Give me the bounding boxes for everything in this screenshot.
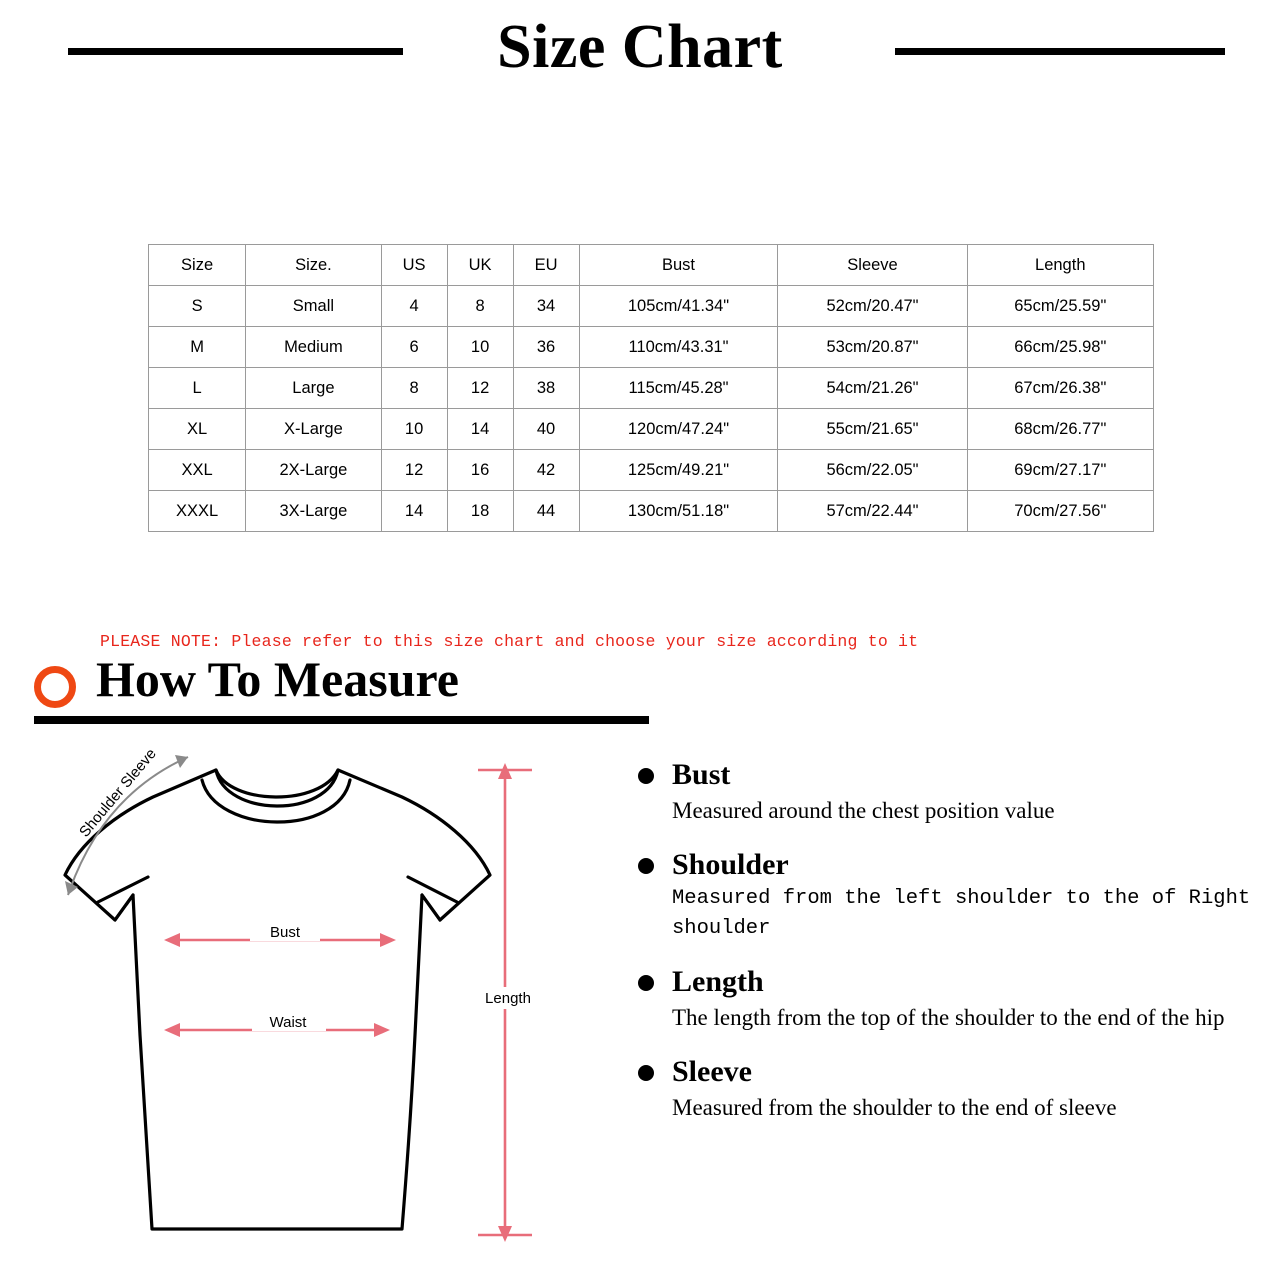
cell-size: M	[149, 327, 246, 368]
measurement-definitions-list	[632, 758, 1252, 1145]
cell-size: L	[149, 368, 246, 409]
measure-desc-length: The length from the top of the shoulder to the end of the hip	[672, 1004, 1225, 1030]
diagram-label-waist: Waist	[269, 1014, 307, 1031]
cell-bust: 130cm/51.18"	[579, 491, 778, 532]
cell-us: 14	[381, 491, 447, 532]
bullet-dot-icon	[638, 768, 654, 784]
measure-term-shoulder: Shoulder	[672, 847, 789, 881]
cell-sleeve: 57cm/22.44"	[778, 491, 967, 532]
header-rule-right	[895, 48, 1225, 55]
cell-length: 68cm/26.77"	[967, 409, 1153, 450]
table-row	[149, 286, 1154, 327]
diagram-label-bust: Bust	[269, 924, 301, 941]
cell-bust: 105cm/41.34"	[579, 286, 778, 327]
column-header-bust: Bust	[579, 245, 778, 286]
watermark	[170, 200, 180, 247]
cell-size-name: Medium	[246, 327, 381, 368]
cell-eu: 40	[513, 409, 579, 450]
cell-bust: 120cm/47.24"	[579, 409, 778, 450]
cell-length: 65cm/25.59"	[967, 286, 1153, 327]
list-item	[632, 1055, 1252, 1123]
cell-sleeve: 53cm/20.87"	[778, 327, 967, 368]
bullet-dot-icon	[638, 1065, 654, 1081]
cell-uk: 8	[447, 286, 513, 327]
measure-desc-bust: Measured around the chest position value	[672, 797, 1055, 823]
how-to-measure-rule	[34, 716, 649, 724]
cell-uk: 18	[447, 491, 513, 532]
cell-size-name: 3X-Large	[246, 491, 381, 532]
cell-uk: 12	[447, 368, 513, 409]
cell-us: 6	[381, 327, 447, 368]
circle-bullet-icon	[34, 666, 76, 708]
page-header	[0, 0, 1280, 100]
cell-sleeve: 55cm/21.65"	[778, 409, 967, 450]
bullet-dot-icon	[638, 858, 654, 874]
how-to-measure-title: How To Measure	[96, 651, 459, 707]
table-row	[149, 368, 1154, 409]
size-chart-table-container	[148, 244, 1154, 532]
table-row	[149, 409, 1154, 450]
measure-term-bust: Bust	[672, 758, 731, 791]
measure-desc-shoulder: Measured from the left shoulder to the of Right shoulder	[672, 887, 1251, 940]
cell-sleeve: 52cm/20.47"	[778, 286, 967, 327]
column-header-sleeve: Sleeve	[778, 245, 967, 286]
measure-term-length: Length	[672, 965, 764, 999]
cell-eu: 34	[513, 286, 579, 327]
list-item	[632, 965, 1252, 1033]
cell-us: 8	[381, 368, 447, 409]
table-row	[149, 491, 1154, 532]
column-header-size-name: Size.	[246, 245, 381, 286]
tshirt-measure-diagram	[20, 735, 620, 1265]
cell-eu: 44	[513, 491, 579, 532]
cell-us: 10	[381, 409, 447, 450]
cell-bust: 115cm/45.28"	[579, 368, 778, 409]
cell-size-name: Small	[246, 286, 381, 327]
table-header-row	[149, 245, 1154, 286]
column-header-eu: EU	[513, 245, 579, 286]
cell-eu: 42	[513, 450, 579, 491]
column-header-us: US	[381, 245, 447, 286]
column-header-length: Length	[967, 245, 1153, 286]
cell-length: 66cm/25.98"	[967, 327, 1153, 368]
table-row	[149, 450, 1154, 491]
cell-size: XXL	[149, 450, 246, 491]
cell-bust: 125cm/49.21"	[579, 450, 778, 491]
cell-us: 12	[381, 450, 447, 491]
cell-uk: 14	[447, 409, 513, 450]
list-item	[632, 848, 1252, 944]
column-header-uk: UK	[447, 245, 513, 286]
cell-sleeve: 56cm/22.05"	[778, 450, 967, 491]
cell-sleeve: 54cm/21.26"	[778, 368, 967, 409]
column-header-size: Size	[149, 245, 246, 286]
cell-length: 70cm/27.56"	[967, 491, 1153, 532]
measure-term-sleeve: Sleeve	[672, 1055, 752, 1089]
cell-size: XXXL	[149, 491, 246, 532]
cell-us: 4	[381, 286, 447, 327]
diagram-label-shoulder-sleeve: Shoulder Sleeve	[76, 745, 160, 841]
table-row	[149, 327, 1154, 368]
cell-uk: 16	[447, 450, 513, 491]
size-chart-table	[148, 244, 1154, 532]
please-note-text: PLEASE NOTE: Please refer to this size chart and choose your size according to it	[100, 632, 919, 651]
cell-size-name: 2X-Large	[246, 450, 381, 491]
cell-eu: 38	[513, 368, 579, 409]
cell-size: S	[149, 286, 246, 327]
cell-length: 69cm/27.17"	[967, 450, 1153, 491]
cell-bust: 110cm/43.31"	[579, 327, 778, 368]
cell-size-name: X-Large	[246, 409, 381, 450]
cell-eu: 36	[513, 327, 579, 368]
page-title: Size Chart	[497, 13, 783, 81]
list-item	[632, 758, 1252, 826]
diagram-label-length: Length	[485, 990, 531, 1007]
bullet-dot-icon	[638, 975, 654, 991]
measure-desc-sleeve: Measured from the shoulder to the end of sleeve	[672, 1094, 1117, 1120]
cell-size: XL	[149, 409, 246, 450]
header-rule-left	[68, 48, 403, 55]
cell-length: 67cm/26.38"	[967, 368, 1153, 409]
cell-size-name: Large	[246, 368, 381, 409]
cell-uk: 10	[447, 327, 513, 368]
